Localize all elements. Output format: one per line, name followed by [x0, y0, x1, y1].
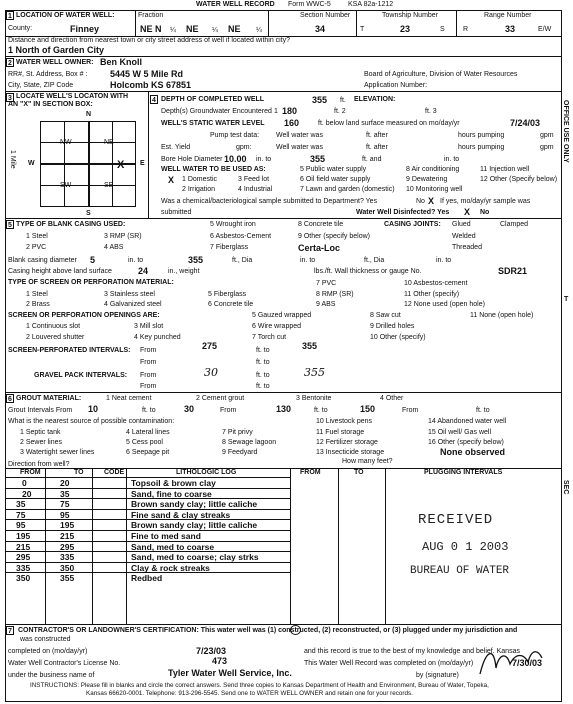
after-label-2: ft. after — [366, 144, 388, 151]
chem-label: Was a chemical/bacteriological sample submitted to Department? Yes — [161, 198, 378, 205]
bore-in-to: in. to — [256, 156, 272, 163]
log-row-from: 35 — [16, 499, 26, 509]
quadrant-nw: NW — [60, 139, 72, 146]
ksa-number: KSA 82a-1212 — [348, 1, 394, 8]
joint-clamped: Clamped — [500, 221, 529, 228]
log-row-divider — [5, 519, 290, 520]
well-location-x: X — [117, 159, 125, 171]
groundwater-1: 180 — [282, 106, 298, 116]
static-value: 160 — [284, 118, 300, 128]
grout-2-from: 130 — [276, 404, 292, 414]
fraction-mark-1: ¼ — [170, 27, 176, 34]
log-row-lithology: Topsoil & brown clay — [131, 478, 216, 488]
fraction-label: Fraction — [138, 12, 164, 19]
screen-opt-1: 1 Steel — [26, 291, 48, 298]
range-label: Range Number — [484, 12, 532, 19]
opening-3: 3 Mill slot — [134, 323, 164, 330]
cert-constructed: was constructed — [20, 636, 71, 643]
opening-10: 10 Other (specify) — [370, 334, 426, 341]
perf-to-value: 355 — [302, 341, 318, 351]
instructions-1: INSTRUCTIONS: Please fill in blanks and circle the correct answers. Send three copies to Kansas Department of Health and Environment, Bureau of Water, Topeka, — [30, 682, 489, 689]
log-row-divider — [5, 562, 290, 563]
bore-in-to-2: in. to — [444, 156, 460, 163]
received-date-stamp: AUG 0 1 2003 — [422, 540, 509, 554]
county-value: Finney — [70, 24, 100, 34]
log-row-lithology: Brown sandy clay; little caliche — [131, 520, 258, 530]
distance-value: 1 North of Garden City — [8, 45, 105, 55]
range-r: R — [463, 26, 469, 33]
address-label: RR#, St. Address, Box # : — [8, 71, 88, 78]
log-row-lithology: Redbed — [131, 573, 163, 583]
casing-opt-9: 9 Other (specify below) — [298, 233, 370, 240]
use-10: 10 Monitoring well — [406, 186, 463, 193]
pump-test-label: Pump test data: — [210, 132, 260, 139]
disinfected-x: X — [464, 207, 471, 217]
opening-7: 7 Torch cut — [252, 334, 287, 341]
quadrant-ne: NE — [104, 139, 114, 146]
section-number-value: 34 — [315, 24, 326, 34]
opening-9: 9 Drilled holes — [370, 323, 415, 330]
grout-3-from-label: From — [402, 407, 419, 414]
log-row-lithology: Sand, med to coarse; clay strks — [131, 552, 259, 562]
use-x: X — [168, 175, 175, 185]
log-row-divider — [5, 541, 290, 542]
hours-label-2: hours pumping — [458, 144, 505, 151]
fraction-2: NE — [186, 24, 199, 34]
log-row-to: 350 — [60, 563, 75, 573]
dia-to-value: 355 — [188, 255, 204, 265]
disinfected-no: No — [480, 209, 490, 216]
groundwater-3-label: ft. 3 — [425, 108, 437, 115]
casing-opt-3: 3 RMP (SR) — [104, 233, 142, 240]
quadrant-se: SE — [104, 182, 114, 189]
board-label: Board of Agriculture, Division of Water Resources — [364, 71, 518, 78]
distance-label: Distance and direction from nearest town or city street address of well if located within city? — [8, 37, 291, 44]
static-label: WELL'S STATIC WATER LEVEL — [161, 120, 265, 127]
owner-name: Ben Knoll — [100, 57, 142, 67]
business-label: under the business name of — [8, 672, 95, 679]
groundwater-1-label: 1 — [274, 108, 278, 115]
compass-e: E — [140, 160, 145, 167]
gravel-from-label: From — [140, 372, 157, 379]
screen-opt-2: 2 Brass — [26, 301, 50, 308]
log-row-from: 0 — [22, 478, 27, 488]
township-t: T — [360, 26, 365, 33]
hours-label: hours pumping — [458, 132, 505, 139]
contam-14: 14 Abandoned water well — [428, 418, 507, 425]
contam-7: 7 Pit privy — [222, 429, 253, 436]
log-row-from: 215 — [16, 542, 31, 552]
cert-line-1: CONTRACTOR'S OR LANDOWNER'S CERTIFICATION: This water well was (1) constructed, (2) reconstructed, or (3) plugged under my jurisdiction and — [18, 627, 518, 634]
log-header-from: FROM — [20, 469, 41, 476]
log-header-plug-to: TO — [354, 469, 364, 476]
contam-10: 10 Livestock pens — [316, 418, 373, 425]
static-tail: ft. below land surface measured on mo/day/yr — [318, 120, 460, 127]
grout-2-from-label: From — [220, 407, 237, 414]
contam-9: 9 Feedyard — [222, 449, 258, 456]
log-row-divider — [5, 488, 290, 489]
office-use-label: OFFICE USE ONLY — [562, 100, 569, 163]
compass-s: S — [86, 210, 91, 217]
log-row-to: 215 — [60, 531, 75, 541]
log-row-divider — [5, 498, 290, 499]
casing-opt-7: 7 Fiberglass — [210, 244, 249, 251]
fraction-mark-3: ¼ — [256, 27, 262, 34]
by-signature-label: by (signature) — [416, 672, 459, 679]
groundwater-2-label: ft. 2 — [334, 108, 346, 115]
contam-4: 4 Lateral lines — [126, 429, 170, 436]
screen-opt-9: 9 ABS — [316, 301, 336, 308]
casing-opt-5: 5 Wrought iron — [210, 221, 256, 228]
contam-13: 13 Insecticide storage — [316, 449, 385, 456]
gpm-1: gpm — [540, 132, 554, 139]
depth-ft: ft. — [340, 97, 346, 104]
casing-opt-6: 6 Asbestos-Cement — [210, 233, 272, 240]
record-date-value: 7/30/03 — [512, 658, 543, 668]
use-2: 2 Irrigation — [182, 186, 216, 193]
log-row-lithology: Fine sand & clay streaks — [131, 510, 231, 520]
perf-from-label: From — [140, 347, 157, 354]
use-label: WELL WATER TO BE USED AS: — [161, 166, 266, 173]
chem-tail: If yes, mo/day/yr sample was — [440, 198, 531, 205]
log-row-from: 195 — [16, 531, 31, 541]
business-value: Tyler Water Well Service, Inc. — [168, 668, 292, 678]
owner-label: WATER WELL OWNER: — [16, 59, 94, 66]
range-value: 33 — [505, 24, 516, 34]
city-label: City, State, ZIP Code — [8, 82, 74, 89]
instructions-2: Kansas 66620-0001. Telephone: 913-296-5545. Send one to WATER WELL OWNER and retain one for your records. — [86, 690, 413, 697]
log-row-to: 75 — [60, 499, 70, 509]
direction-label: Direction from well? — [8, 461, 70, 468]
log-row-divider — [5, 551, 290, 552]
opening-5: 5 Gauzed wrapped — [252, 312, 312, 319]
casing-opt-2: 2 PVC — [26, 244, 47, 251]
chem-x: X — [428, 196, 435, 206]
gauge-value: SDR21 — [498, 266, 528, 276]
depth-value: 355 — [312, 95, 328, 105]
casing-opt-1: 1 Steel — [26, 233, 48, 240]
use-5: 5 Public water supply — [300, 166, 367, 173]
log-row-divider — [5, 530, 290, 531]
dia-in-to-3: in. to — [436, 257, 452, 264]
gravel-to-label-2: ft. to — [256, 383, 270, 390]
static-date: 7/24/03 — [510, 118, 541, 128]
bureau-stamp: BUREAU OF WATER — [410, 565, 510, 577]
casing-opt-8: 8 Concrete tile — [298, 221, 344, 228]
section-1-number: 1 — [6, 11, 14, 20]
well-water-label: Well water was — [276, 132, 323, 139]
this-record-label: This Water Well Record was completed on (mo/day/yr) — [304, 660, 474, 667]
grout-opt-3: 3 Bentonite — [296, 395, 332, 402]
received-stamp: RECEIVED — [418, 512, 494, 528]
log-row-from: 75 — [16, 510, 26, 520]
opening-4: 4 Key punched — [134, 334, 181, 341]
constructed-circle — [290, 625, 301, 635]
log-header-code: CODE — [104, 469, 125, 476]
bore-and: ft. and — [362, 156, 382, 163]
location-label: LOCATION OF WATER WELL: — [16, 12, 115, 19]
mile-label: 1 Mile — [9, 150, 16, 169]
application-number-label: Application Number: — [364, 82, 428, 89]
bore-label: Bore Hole Diameter — [161, 156, 223, 163]
contam-16: 16 Other (specify below) — [428, 439, 504, 446]
use-9: 9 Dewatering — [406, 176, 448, 183]
disinfected-label: Water Well Disinfected? Yes — [356, 209, 450, 216]
perf-label: SCREEN-PERFORATED INTERVALS: — [8, 347, 131, 354]
screen-opt-7: 7 PVC — [316, 280, 337, 287]
use-7: 7 Lawn and garden (domestic) — [300, 186, 395, 193]
log-row-lithology: Sand, med to coarse — [131, 542, 215, 552]
gravel-label: GRAVEL PACK INTERVALS: — [34, 372, 128, 379]
groundwater-label: Depth(s) Groundwater Encountered — [161, 108, 272, 115]
log-row-to: 35 — [60, 489, 70, 499]
est-yield-label: Est. Yield — [161, 144, 191, 151]
gravel-to-value: 355 — [304, 366, 325, 379]
gravel-from-label-2: From — [140, 383, 157, 390]
bore-value: 10.00 — [224, 154, 247, 164]
compass-n: N — [86, 111, 92, 118]
form-number: Form WWC-5 — [288, 1, 331, 8]
log-row-lithology: Fine to med sand — [131, 531, 201, 541]
submitted-label: submitted — [161, 209, 192, 216]
grout-opt-1: 1 Neat cement — [106, 395, 152, 402]
log-row-from: 295 — [16, 552, 31, 562]
compass-w: W — [28, 160, 35, 167]
screen-opt-4: 4 Galvanized steel — [104, 301, 162, 308]
county-label: County: — [8, 25, 33, 32]
section-2-number: 2 — [6, 58, 14, 67]
dia-value: 5 — [90, 255, 96, 265]
locate-label-2: AN "X" IN SECTION BOX: — [8, 101, 93, 108]
contam-3: 3 Watertight sewer lines — [20, 449, 95, 456]
contractor-signature — [476, 640, 546, 680]
fraction-3: NE — [228, 24, 241, 34]
section-5-number: 5 — [6, 220, 14, 229]
use-8: 8 Air conditioning — [406, 166, 460, 173]
license-label: Water Well Contractor's License No. — [8, 660, 121, 667]
gpm-2: gpm — [540, 144, 554, 151]
section-3-number: 3 — [6, 93, 14, 102]
log-row-to: 335 — [60, 552, 75, 562]
contam-12: 12 Fertilizer storage — [316, 439, 378, 446]
opening-8: 8 Saw cut — [370, 312, 401, 319]
grout-1-from: 10 — [88, 404, 99, 414]
grout-2-to-label: ft. to — [314, 407, 328, 414]
well-water-label-2: Well water was — [276, 144, 323, 151]
owner-address: 5445 W 5 Mile Rd — [110, 69, 184, 79]
completed-value: 7/23/03 — [196, 646, 227, 656]
record-label: and this record is true to the best of my knowledge and belief. Kansas — [304, 648, 520, 655]
casing-opt-4: 4 ABS — [104, 244, 124, 251]
log-row-divider — [5, 509, 290, 510]
log-row-divider — [5, 572, 290, 573]
height-value: 24 — [138, 266, 149, 276]
height-label: Casing height above land surface — [8, 268, 112, 275]
opening-6: 6 Wire wrapped — [252, 323, 302, 330]
gravel-from-value: 30 — [204, 366, 218, 379]
dia-label: Blank casing diameter — [8, 257, 77, 264]
section-7-number: 7 — [6, 626, 14, 635]
gravel-to-label: ft. to — [256, 372, 270, 379]
opening-2: 2 Louvered shutter — [26, 334, 85, 341]
contam-8: 8 Sewage lagoon — [222, 439, 277, 446]
perf-to-label-2: ft. to — [256, 359, 270, 366]
grout-1-to-label: ft. to — [142, 407, 156, 414]
grout-1-to: 30 — [184, 404, 195, 414]
quadrant-sw: SW — [60, 182, 72, 189]
margin-t: T — [564, 296, 569, 303]
log-row-from: 20 — [22, 489, 32, 499]
screen-label: TYPE OF SCREEN OR PERFORATION MATERIAL: — [8, 279, 174, 286]
fraction-mark-2: ¼ — [212, 27, 218, 34]
dia-in-to-2: in. to — [300, 257, 316, 264]
perf-from-label-2: From — [140, 359, 157, 366]
after-label: ft. after — [366, 132, 388, 139]
elevation-label: ELEVATION: — [354, 96, 396, 103]
log-row-lithology: Sand, fine to coarse — [131, 489, 212, 499]
grout-opt-4: 4 Other — [380, 395, 404, 402]
lbs-label: lbs./ft. Wall thickness or gauge No. — [314, 268, 422, 275]
joints-label: CASING JOINTS: — [384, 221, 441, 228]
joint-threaded: Threaded — [452, 244, 482, 251]
dia-ft-2: ft., Dia — [364, 257, 385, 264]
contam-5: 5 Cess pool — [126, 439, 163, 446]
form-title: WATER WELL RECORD — [196, 1, 275, 8]
log-header-to: TO — [74, 469, 84, 476]
joint-welded: Welded — [452, 233, 476, 240]
log-row-from: 350 — [16, 573, 31, 583]
contam-11: 11 Fuel storage — [316, 429, 365, 436]
screen-opt-11: 11 Other (specify) — [404, 291, 460, 298]
section-4-number: 4 — [150, 95, 158, 104]
log-row-to: 95 — [60, 510, 70, 520]
margin-sec: SEC — [562, 480, 569, 495]
use-3: 3 Feed lot — [238, 176, 270, 183]
perf-from-value: 275 — [202, 341, 218, 351]
opening-1: 1 Continuous slot — [26, 323, 81, 330]
screen-opt-5: 5 Fiberglass — [208, 291, 247, 298]
gpm-label: gpm: — [236, 144, 252, 151]
how-many-feet: How many feet? — [342, 458, 393, 465]
grout-opt-2: 2 Cement grout — [196, 395, 245, 402]
joint-glued: Glued — [452, 221, 471, 228]
log-row-to: 355 — [60, 573, 75, 583]
log-row-divider — [5, 477, 290, 478]
section-6-number: 6 — [6, 394, 14, 403]
use-6: 6 Oil field water supply — [300, 176, 371, 183]
chem-no: No — [416, 198, 425, 205]
township-s: S — [440, 26, 445, 33]
contam-1: 1 Septic tank — [20, 429, 61, 436]
log-row-lithology: Brown sandy clay; little caliche — [131, 499, 258, 509]
log-row-from: 335 — [16, 563, 31, 573]
screen-opt-3: 3 Stainless steel — [104, 291, 155, 298]
grout-2-to: 150 — [360, 404, 376, 414]
casing-other: Certa-Loc — [298, 243, 341, 253]
depth-label: DEPTH OF COMPLETED WELL — [161, 96, 265, 103]
owner-city: Holcomb KS 67851 — [110, 80, 192, 90]
license-value: 473 — [212, 656, 228, 666]
bore-to-value: 355 — [310, 154, 326, 164]
screen-opt-12: 12 None used (open hole) — [404, 301, 485, 308]
log-row-from: 95 — [16, 520, 26, 530]
screen-opt-10: 10 Asbestos-cement — [404, 280, 468, 287]
township-value: 23 — [400, 24, 411, 34]
use-11: 11 Injection well — [480, 166, 530, 173]
grout-label: GROUT MATERIAL: — [16, 395, 82, 402]
log-header-lithology: LITHOLOGIC LOG — [176, 469, 237, 476]
perf-to-label: ft. to — [256, 347, 270, 354]
log-row-lithology: Clay & rock streaks — [131, 563, 210, 573]
range-ew: E/W — [538, 26, 552, 33]
log-header-plug-from: FROM — [300, 469, 321, 476]
contamination-label: What is the nearest source of possible contamination: — [8, 418, 175, 425]
use-4: 4 Industrial — [238, 186, 273, 193]
dia-in-to: in. to — [128, 257, 144, 264]
casing-label: TYPE OF BLANK CASING USED: — [16, 221, 126, 228]
contam-15: 15 Oil well/ Gas well — [428, 429, 492, 436]
grout-intervals-label: Grout Intervals From — [8, 407, 73, 414]
log-row-to: 195 — [60, 520, 75, 530]
section-number-label: Section Number — [300, 12, 351, 19]
completed-label: completed on (mo/day/yr) — [8, 648, 88, 655]
township-label: Township Number — [382, 12, 439, 19]
screen-opt-6: 6 Concrete tile — [208, 301, 254, 308]
openings-label: SCREEN OR PERFORATION OPENINGS ARE: — [8, 312, 160, 319]
weight-label: in., weight — [168, 268, 200, 275]
screen-opt-8: 8 RMP (SR) — [316, 291, 354, 298]
contam-6: 6 Seepage pit — [126, 449, 170, 456]
dia-ft: ft., Dia — [232, 257, 253, 264]
log-row-to: 295 — [60, 542, 75, 552]
contam-other: None observed — [440, 447, 506, 457]
opening-11: 11 None (open hole) — [470, 312, 534, 319]
grout-3-to-label: ft. to — [476, 407, 490, 414]
locate-label-1: LOCATE WELL'S LOCATON WITH — [16, 93, 129, 100]
log-row-to: 20 — [60, 478, 70, 488]
use-1: 1 Domestic — [182, 176, 218, 183]
contam-2: 2 Sewer lines — [20, 439, 63, 446]
log-header-plugging: PLUGGING INTERVALS — [424, 469, 503, 476]
use-12: 12 Other (Specify below) — [480, 176, 558, 183]
fraction-1: NE N — [140, 24, 162, 34]
